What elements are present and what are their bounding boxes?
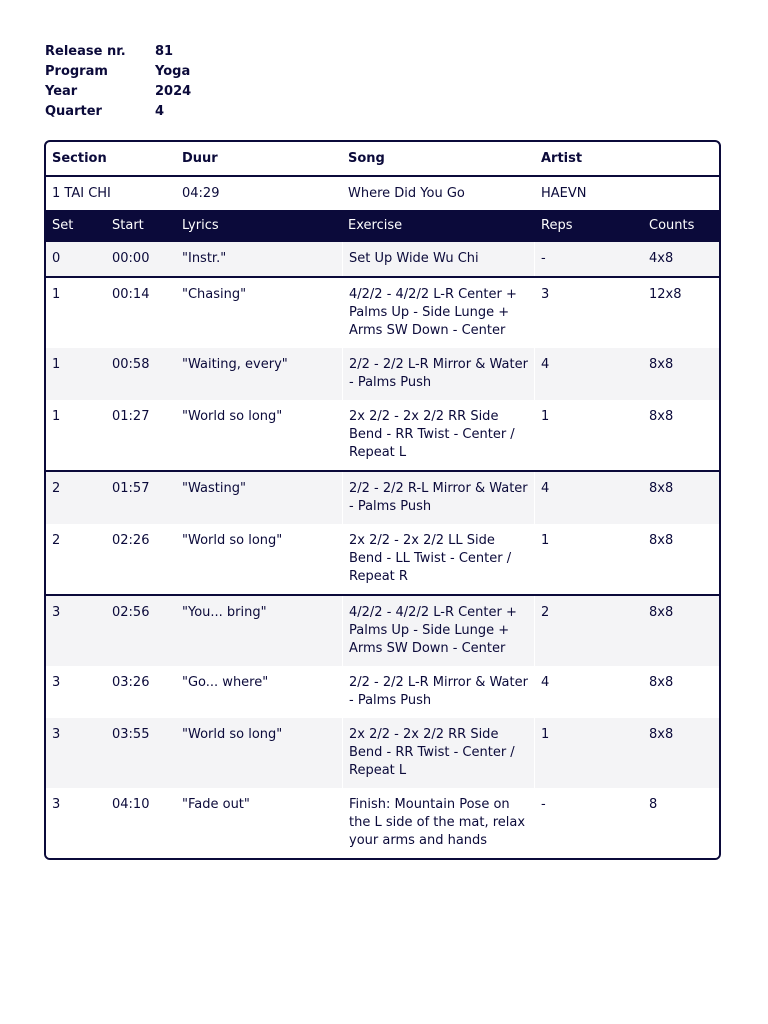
cell-set: 3 [52, 727, 61, 742]
cell-reps: 1 [541, 727, 550, 742]
col-set: Set [52, 218, 74, 233]
col-reps: Reps [541, 218, 573, 233]
cell-exercise: 2x 2/2 - 2x 2/2 RR Side Bend - RR Twist - Center / Repeat L [342, 718, 535, 788]
cell-counts: 8x8 [649, 727, 674, 742]
section-info-row [46, 177, 719, 210]
release-value: 81 [155, 44, 174, 59]
cell-exercise: 2x 2/2 - 2x 2/2 LL Side Bend - LL Twist - Center / Repeat R [342, 524, 535, 594]
meta-row-quarter [45, 102, 191, 122]
cell-lyrics: "Go... where" [182, 675, 269, 690]
cell-reps: 1 [541, 409, 550, 424]
cell-reps: - [541, 797, 546, 812]
table-row [46, 400, 719, 470]
cell-counts: 8 [649, 797, 658, 812]
cell-reps: 3 [541, 287, 550, 302]
artist-header: Artist [541, 151, 583, 166]
release-label: Release nr. [45, 44, 126, 59]
cell-set: 3 [52, 605, 61, 620]
cell-counts: 8x8 [649, 533, 674, 548]
cell-set: 3 [52, 675, 61, 690]
cell-counts: 8x8 [649, 675, 674, 690]
cell-counts: 8x8 [649, 409, 674, 424]
cell-start: 04:10 [112, 797, 150, 812]
cell-exercise: 2/2 - 2/2 L-R Mirror & Water - Palms Push [342, 666, 535, 718]
cell-lyrics: "World so long" [182, 409, 283, 424]
table-row [46, 276, 719, 348]
cell-lyrics: "World so long" [182, 533, 283, 548]
section-duration: 04:29 [182, 186, 220, 201]
program-label: Program [45, 64, 108, 79]
cell-counts: 8x8 [649, 481, 674, 496]
cell-exercise: 2/2 - 2/2 L-R Mirror & Water - Palms Push [342, 348, 535, 400]
cell-lyrics: "Fade out" [182, 797, 250, 812]
cell-counts: 8x8 [649, 357, 674, 372]
cell-counts: 12x8 [649, 287, 682, 302]
cell-reps: 4 [541, 481, 550, 496]
cell-set: 2 [52, 481, 61, 496]
meta-row-release [45, 42, 191, 62]
cell-lyrics: "Instr." [182, 251, 227, 266]
table-row [46, 470, 719, 524]
cell-start: 02:26 [112, 533, 150, 548]
cell-set: 2 [52, 533, 61, 548]
cell-lyrics: "You... bring" [182, 605, 267, 620]
section-header: Section [52, 151, 107, 166]
year-value: 2024 [155, 84, 192, 99]
cell-start: 00:58 [112, 357, 150, 372]
artist-name: HAEVN [541, 186, 587, 201]
cell-counts: 8x8 [649, 605, 674, 620]
quarter-value: 4 [155, 104, 165, 119]
column-header-row [46, 210, 719, 242]
cell-reps: 4 [541, 675, 550, 690]
table-row [46, 666, 719, 718]
duur-header: Duur [182, 151, 218, 166]
cell-reps: - [541, 251, 546, 266]
cell-exercise: Set Up Wide Wu Chi [342, 242, 535, 276]
cell-set: 1 [52, 357, 61, 372]
cell-exercise: 2/2 - 2/2 R-L Mirror & Water - Palms Push [342, 472, 535, 524]
meta-row-year [45, 82, 191, 102]
song-header: Song [348, 151, 385, 166]
col-start: Start [112, 218, 144, 233]
cell-lyrics: "Wasting" [182, 481, 246, 496]
cell-start: 01:27 [112, 409, 150, 424]
cell-lyrics: "Waiting, every" [182, 357, 288, 372]
cell-set: 1 [52, 409, 61, 424]
cell-start: 03:26 [112, 675, 150, 690]
cell-reps: 4 [541, 357, 550, 372]
table-row [46, 242, 719, 276]
cell-exercise: 4/2/2 - 4/2/2 L-R Center + Palms Up - Side Lunge + Arms SW Down - Center [342, 596, 535, 666]
choreography-table [44, 140, 721, 860]
cell-lyrics: "World so long" [182, 727, 283, 742]
cell-start: 01:57 [112, 481, 150, 496]
cell-exercise: Finish: Mountain Pose on the L side of the mat, relax your arms and hands [342, 788, 535, 858]
year-label: Year [45, 84, 78, 99]
table-row [46, 718, 719, 788]
cell-counts: 4x8 [649, 251, 674, 266]
cell-start: 00:14 [112, 287, 150, 302]
cell-exercise: 2x 2/2 - 2x 2/2 RR Side Bend - RR Twist - Center / Repeat L [342, 400, 535, 470]
table-row [46, 524, 719, 594]
col-counts: Counts [649, 218, 695, 233]
cell-start: 00:00 [112, 251, 150, 266]
cell-set: 3 [52, 797, 61, 812]
song-title: Where Did You Go [348, 186, 465, 201]
col-lyrics: Lyrics [182, 218, 219, 233]
section-header-row [46, 142, 719, 177]
cell-start: 02:56 [112, 605, 150, 620]
cell-set: 0 [52, 251, 61, 266]
table-row [46, 788, 719, 858]
quarter-label: Quarter [45, 104, 102, 119]
release-meta [45, 42, 191, 122]
cell-set: 1 [52, 287, 61, 302]
cell-start: 03:55 [112, 727, 150, 742]
cell-reps: 1 [541, 533, 550, 548]
meta-row-program [45, 62, 191, 82]
cell-lyrics: "Chasing" [182, 287, 247, 302]
table-row [46, 348, 719, 400]
cell-exercise: 4/2/2 - 4/2/2 L-R Center + Palms Up - Side Lunge + Arms SW Down - Center [342, 278, 535, 348]
section-name: 1 TAI CHI [52, 186, 111, 201]
col-exercise: Exercise [348, 218, 403, 233]
table-row [46, 594, 719, 666]
program-value: Yoga [155, 64, 191, 79]
cell-reps: 2 [541, 605, 550, 620]
